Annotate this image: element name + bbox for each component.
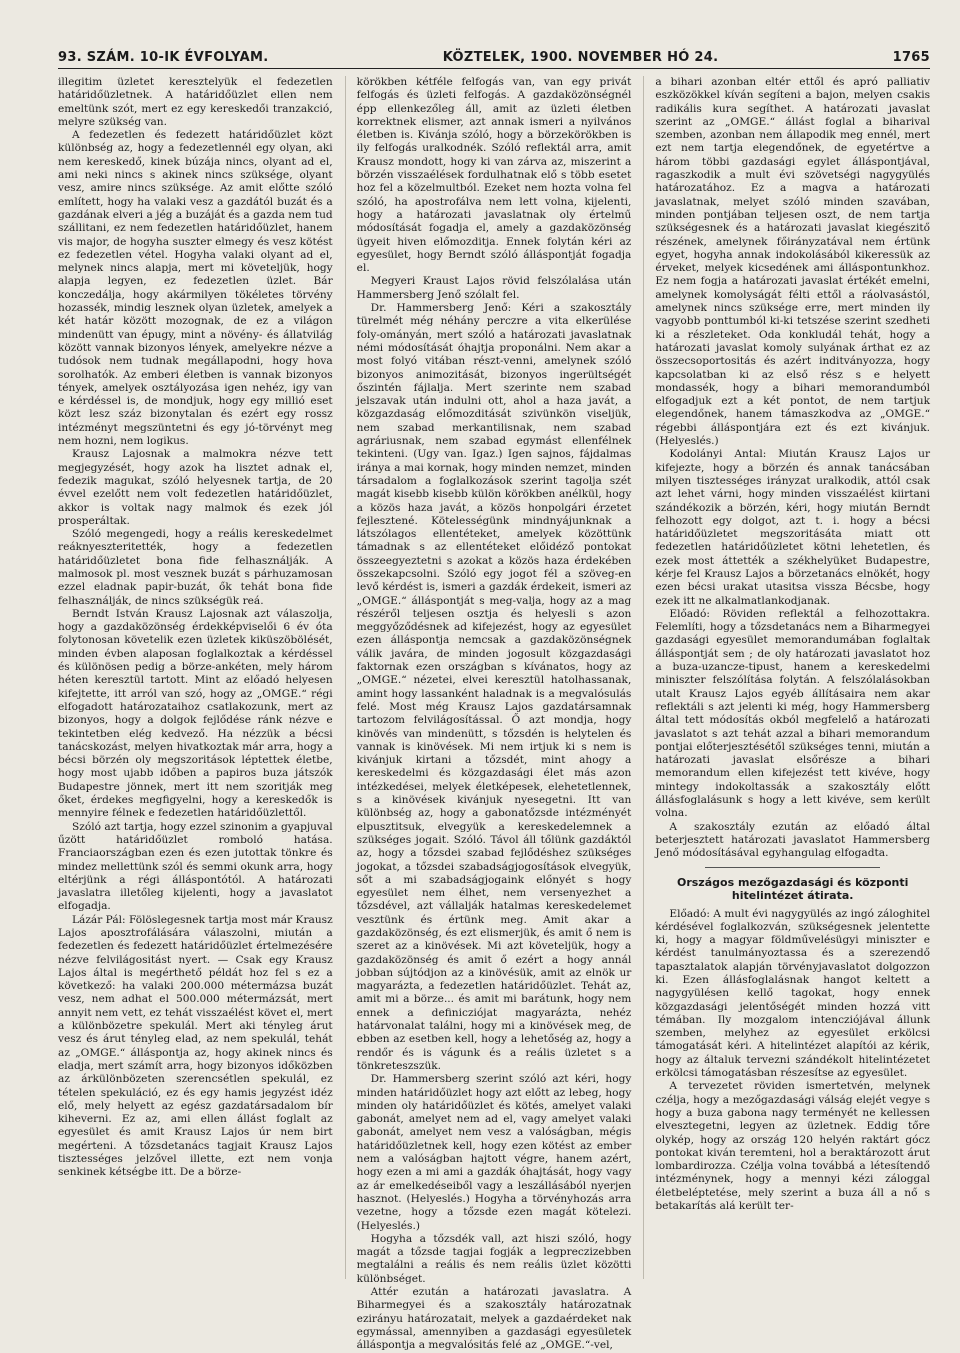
paragraph: Előadó: A mult évi nagygyülés az ingó záloghitel kérdésével foglalkozván, szükségesnek jelentette ki, hogy a magyar földművelésügyi miniszter e kérdést tanulmányoztassa és a szerezendő tapasztalatok alapján törvényjavaslatot dolgozzon ki. Ezen állásfoglalásnak hangot keltett a nagygyülésen kellő tagokat, hogy ennek közgazdasági jelentőségét minden hozzá vitt témában. Ily mozgalom intencziójával állunk szemben, melyhez az egyesület erkölcsi támogatását kéri. A hitelintézet alapítói az kérik, hogy az általuk tervezni szándékolt hitelintézetet erkölcsi támogatásban részesítse az egyesület. xyxy=(655,907,931,1080)
page-header xyxy=(58,38,930,69)
paragraph: Berndt István Krausz Lajosnak azt válaszolja, hogy a gazdaközönség érdekképviselői 6 év óta folytonosan követelik ezen üzletek kiküszöbölését, minden évben alaposan foglalkoztak a kérdéssel és különösen pedig a börze-ankéten, mely három héten keresztül tartott. Mint az előadó helyesen kifejtette, itt arról van szó, hogy az „OMGE.“ régi elfogadott határozataihoz csatlakozunk, mert az bizonyos, hogy a dolgok fejlődése ránk nézve e tekintetben elég kedvező. Ha nézzük a bécsi tanácskozást, melyen hivatkoztak már arra, hogy a bécsi börzén oly megszoritások léptettek életbe, hogy most ujabb időben a papiros buza játszók Budapestre jönnek, mert itt nem szoritják meg őket, érdekes megfigyelni, hogy a kereskedők is mennyire félnek e fedezetlen határidőüzlettől. xyxy=(58,607,333,820)
paragraph: Dr. Hammersberg szerint szóló azt kéri, hogy minden határidőüzlet hogy azt előtt az lebeg, hogy minden oly határidőüzlet és kötés, amelyet valaki gabonát, amelyet nem ad el, vagy amelyet valaki gabonát, amelyet nem vesz a valóságban, mégis határidőüzletnek kell, hogy ezen kötést az ember nem a valóságban hajtott végre, hanem azért, hogy ezen a mi ami a gazdák óhajtását, hogy vagy az ár emelkedéseiből vagy a leszállásából nyerjen hasznot. (Helyeslés.) Hogyha a törvényhozás arra vezetne, hogy a tőzsde ezen magát kötelezi. (Helyeslés.) xyxy=(356,1073,632,1232)
paragraph: Krausz Lajosnak a malmokra nézve tett megjegyzését, hogy azok ha lisztet adnak el, fedezik magukat, szóló helyesnek tartja, de 20 évvel ezelőtt nem volt fedezetlen határidőüzlet, akkor is voltak nagy malmok és ezek jól prosperáltak. xyxy=(58,448,333,527)
column-2 xyxy=(345,76,632,1352)
paragraph: A szakosztály ezután az előadó által beterjesztett határozati javaslatot Hammersberg Jenő módosításával egyhangulag elfogadta. xyxy=(655,820,931,860)
paragraph: Szóló azt tartja, hogy ezzel szinonim a gyapjuval űzött határidőüzlet romboló hatása. Franciaországban ezen és ezen jutottak tönkre és mindez mellettünk szól és semmi okunk arra, hogy eltérjünk a régi álláspontótól. A határozati javaslatra illetőleg kijelenti, hogy a javaslatot elfogadja. xyxy=(58,820,333,913)
paragraph: a bihari azonban eltér ettől és apró palliativ eszközökkel kíván segíteni a bajon, melyen csakis radikális kura segíthet. A határozati javaslat szerint az „OMGE.“ állást foglal a biharival szemben, azonban nem állapodik meg ennél, mert ezt nem tartja elegendőnek, de egyetértve a három többi gazdasági egylet álláspontjával, ragaszkodik a mult évi szövetségi nagygyülés határozatához. Ez a magva a határozati javaslatnak, melyet szóló minden szavában, minden pontjában teljesen oszt, de nem tartja szükségesnek és a határozati javaslat kiegészitő részének, amelynek főirányzatával nem értünk egyet, hogyha annak indokolásából kikeressük az érveket, melyek kicsedének ami álláspontunkhoz. Ez nem fogja a határozati javaslat értékét emelni, amelynek komolyságát félti ettől a ráolvasástól, amelynek nincs szüksége erre, mert minden ily vagyobb ponttumból ki-ki tetszése szerint szedheti ki a részleteket. Oda konkludál tehát, hogy a határozati javaslat komoly sulyának árthat ez az összecsoportositás és azért inditványozza, hogy kapcsolatban ki az első rész s e helyett mondassék, hogy a bihari memorandumból elfogadjuk ezt a két pontot, de nem tartjuk elegendőnek, hanem támaszkodva az „OMGE.“ régebbi álláspontjára ezt és ezt kivánjuk. (Helyeslés.) xyxy=(655,76,931,448)
paragraph: Dr. Hammersberg Jenő: Kéri a szakosztály türelmét még néhány perczre a vita elkerülése foly-ományán, mert szóló a határozati javaslatnak némi módosítását óhajtja proponálni. Nem akar a most folyó vitában részt-venni, amelynek szóló bizonyos animozitását, bizonyos ingerültségét őszintén fájlalja. Mert szerinte nem szabad jelszavak után indulni ott, ahol a haza javát, a közgazdaság előmozditását szivünkön viseljük, nem szabad merkantilisnak, nem szabad agráriusnak, nem szabad egymást ellenfélnek tekinteni. (Ugy van. Igaz.) Igen sajnos, fájdalmas iránya a mai kornak, hogy minden nemzet, minden társadalom a foglalkozások szerint tagolja szét magát kisebb kisebb külön körökben anélkül, hogy a közös haza javát, a közös honpolgári érzetet fejlesztené. Kötelességünk mindnyájunknak a látszólagos ellentéteket, amelyek közöttünk támadnak s az ellentéteket előidéző pontokat összeegyeztetni s azokat a közös haza érdekében összekapcsolni. Szóló egy jogot fél a szöveg-en levő kérdést is, ismeri a gazdák érdekeit, ismeri az „OMGE.“ álláspontját s meg-valja, hogy az a mag részéről teljesen osztja és helyesli s azon meggyőződésnek ad kifejezést, hogy az egyesület ezen álláspontja nemcsak a gazdaközönségnek válik javára, de minden jogosult közgazdasági faktornak ezen országban s kívánatos, hogy az „OMGE.“ nézetei, elvei keresztül hatolhassanak, amint hogy lassanként haladnak is a megvalósulás felé. Most még Krausz Lajos gazdatársamnak tartozom felvilágosítással. Ő azt mondja, hogy kinövés van mindenütt, s tőzsdén is helytelen és vannak is kinövések. Mi nem irtjuk ki s nem is kivánjuk kirtani a tőzsdét, mint ahogy a kereskedelmi és közgazdasági élet más azon intézkedései, melyek életképesek, elehetetlennek, s a kinövések kivánjuk nyesegetni. Itt van különbség az, hogy a gabonatőzsde intézményét elpusztitsuk, elvegyük a kereskedelemnek a szükséges jogait. Szóló. Távol áll tőlünk gazdáktól az, hogy a tőzsdei szabad fejlődéshez szükséges jogokat, a tőzsdei szabadságjogosítások elvegyük, sőt a mi szabadságjogaink előnyét s hogy egyesület nem élhet, nem versenyezhet a tőzsdével, azt vállalják hatalmas kereskedelemet vesztünk és értünk meg. Amit akar a gazdaközönség, és ezt elismerjük, és amit ő nem is szeret az a kinövések. Mi azt követeljük, hogy a gazdaközönség és amit ő ezért a hogy annál jobban sújtódjon az a kinövésük, amit az elnök ur magyarázta, a fedezetlen határidőüzlet. Tehát az, amit mi a börze... és amit mi barátunk, hogy nem ennek a definicziójat magyarázta, nehéz határvonalat találni, hogy mi a kinövések meg, de ebben az esetben kell, hogy a lehetőség az, hogy a rendőr és is vágunk és a reális üzletet s a tönkreteszszük. xyxy=(356,302,632,1072)
article-columns xyxy=(58,76,931,1352)
paragraph: Hogyha a tőzsdék vall, azt hiszi szóló, hogy magát a tőzsde tagjai fogják a legpreczizebben megtalálni a reális és nem reális üzlet közötti különbséget. xyxy=(356,1232,632,1285)
section-heading: Országos mezőgazdasági és központi hitelintézet átirata. xyxy=(676,875,909,902)
issue-label: 93. SZÁM. 10-IK ÉVFOLYAM. xyxy=(58,50,269,65)
column-3 xyxy=(643,76,930,1279)
paragraph: Attér ezután a határozati javaslatra. A Biharmegyei és a szakosztály határozatnak ezirányu határozatait, melyek a gazdaérdeket nak egymással, amennyiben a gazdasági egyesületek álláspontja a megvalósitás felé az „OMGE.“-vel, xyxy=(356,1286,632,1352)
page-number: 1765 xyxy=(892,50,930,65)
paragraph: Megyeri Kraust Lajos rövid felszólalása után Hammersberg Jenő szólalt fel. xyxy=(356,275,632,301)
paragraph: A fedezetlen és fedezett határidőüzlet közt különbség az, hogy a fedezetlennél egy olyan, aki nem kereskedő, kinek búzája nincs, olyant ad el, ami neki nincs s akinek nincs szüksége, olyant vesz, amire nincs szüksége. Az amit előtte szóló említett, hogy ha valaki vesz a gazdától buzát és a gazdának elveri a jég a buzáját és a gazda nem tud szállitani, ez nem fedezetlen határidőüzlet, hanem vis major, de hogyha suszter elmegy és vesz kötést ez fedezetlen vétel. Hogyha valaki olyant ad el, melynek nincs alapja, mert mi követeljük, hogy alapja legyen, ez fedezetlen üzlet. Bár konczedálja, hogy akármilyen tökéletes törvény hozassék, mindig lesznek olyan üzletek, amelyek a két határ között mozognak, de ez a világon mindenütt van épugy, mint a növény- és állatvilág között vannak bizonyos lények, amelyekre nézve a tudósok nem tudnak megállapodni, hogy hova sorolhatók. Az emberi életben is vannak bizonyos tények, amelyek osztályozása igen nehéz, igy van e kérdéssel is, de mondjuk, hogy egy millió eset közt lesz száz bizonytalan és ezért egy rossz intézményt megszüntetni és egy jó-törvényt meg nem hozni, nem logikus. xyxy=(58,129,333,448)
column-1 xyxy=(58,76,333,1279)
paragraph: A tervezetet röviden ismertetvén, melynek czélja, hogy a mezőgazdasági válság elejét vegye s hogy a buza gabona nagy terményét ne kellessen elvesztegetni, legyen az üzletnek. Eddig tőre olykép, hogy az ország 120 helyén raktárt gócz pontokat kiván teremteni, hol a beraktározott árut lombardirozza. Czélja volna továbbá a létesítendő intézménynek, hogy a mennyi kézi záloggal életbeléptetése, mely szerint a buza áll a nő s betakarítás alá került ter- xyxy=(655,1080,931,1213)
paragraph: illegitim üzletet keresztelyük el fedezetlen határidőüzletnek. A határidőüzlet ellen nem emeltünk szót, mert ez egy kereskedői tranzakció, melyre szükség van. xyxy=(58,76,333,128)
paragraph: Lázár Pál: Fölöslegesnek tartja most már Krausz Lajos aposztrofálására válaszolni, miután a fedezetlen és fedezett határidőüzlet értelmezésére nézve felvilágositást nyert. — Csak egy Krausz Lajos által is megérthető példát hoz fel s ez a következő: ha valaki 200.000 métermázsa buzát vesz, nem adhat el 500.000 métermázsát, mert annyit nem vett, ez tehát visszaélést követ el, mert a különbözetre spekulál. Mert aki tényleg árut vesz és árut tényleg elad, az nem spekulál, tehát az „OMGE.“ álláspontja az, hogy akinek nincs és eladja, mert számít arra, hogy bizonyos időközben az árkülönbözeten szerencsétlen spekulál, ez tételen spekuláció, ez és egy hamis jegyzést idéz elő, mely helyett az egész gazdatársadalom bír kiheverni. Ez az, ami ellen állást foglalt az egyesület és amit Krausz Lajos úr nem birt megérteni. A tőzsdetanács tagjait Krausz Lajos tisztességes jelzővel illette, ezt nem vonja senkinek kétségbe itt. De a börze- xyxy=(58,913,333,1179)
section-divider xyxy=(705,867,880,868)
paragraph: körökben kétféle felfogás van, van egy privát felfogás és üzleti felfogás. A gazdaközönségnél épp ellenkezőleg áll, amit az üzleti életben korrektnek elismer, azt annak ismeri a nyilvános életben is. Kivánja szóló, hogy a börzekörökben is ily felfogás uralkodnék. Szóló reflektál arra, amit Krausz mondott, hogy ki van zárva az, miszerint a börzén visszaélések fordulhatnak elő s több esetet hoz fel a közelmultból. Ezeket nem hozta volna fel szóló, ha apostrofálva nem lett volna, kijelenti, hogy a határozati javaslatnak oly értelmű módosítását fogadja el, amely a gazdaközönség ügyeit hiven előmozditja. Ennek folytán kéri az egyesület, hogy Berndt szóló álláspontját fogadja el. xyxy=(356,76,632,275)
masthead-title: KÖZTELEK, 1900. NOVEMBER HÓ 24. xyxy=(442,50,719,65)
paragraph: Előadó: Röviden reflektál a felhozottakra. Felemlíti, hogy a tőzsdetanács nem a Biharmegyei gazdasági egyesület memorandumában foglaltak álláspontját sem ; de oly határozati javaslatot hoz a buza-uzancze-tipust, hanem a kereskedelmi miniszter felszólítása folytán. A felszólalásokban utalt Krausz Lajos egyéb állításaira nem akar reflektáli s azt jelenti ki még, hogy Hammersberg által tett módosítás okból megfelelő a határozati javaslatot s azt tehát azzal a bihari memorandum pontjai előterjesztésétől szükséges tenni, miután a határozati javaslat elsőrésze a bihari memorandum ellen kifejezést tett kivéve, hogy mintegy indokoltassák a szakosztály előtt állásfoglalásunk s hogy a lett kivéve, sem került volna. xyxy=(655,607,931,820)
paragraph: Kodolányi Antal: Miután Krausz Lajos ur kifejezte, hogy a börzén és annak tanácsában milyen tisztességes irányzat uralkodik, attól csak azt lehet várni, hogy minden visszaélést kiirtani szándékozik a börzén, kéri, hogy miután Berndt felhozott egy dolgot, azt t. i. hogy a bécsi határidőüzletet megszoritásáta miatt ott fedezetlen határidőüzletet kötni lehetetlen, és ezek most áttették a székhelyüket Budapestre, kérje fel Krausz Lajos a börzetanács elnökét, hogy ezen bécsi urakat utasitsa vissza Bécsbe, hogy ezek itt ne alkalmatlankodjanak. xyxy=(655,448,931,607)
paragraph: Szóló megengedi, hogy a reális kereskedelmet reáknyeszteritették, hogy a fedezetlen határidőüzletet bona fide felhasználják. A malmosok pl. most vesznek buzát s párhuzamosan ezzel eladnak papir-buzát, ők tehát bona fide felhasználják, de nincs szükségük reá. xyxy=(58,528,333,607)
